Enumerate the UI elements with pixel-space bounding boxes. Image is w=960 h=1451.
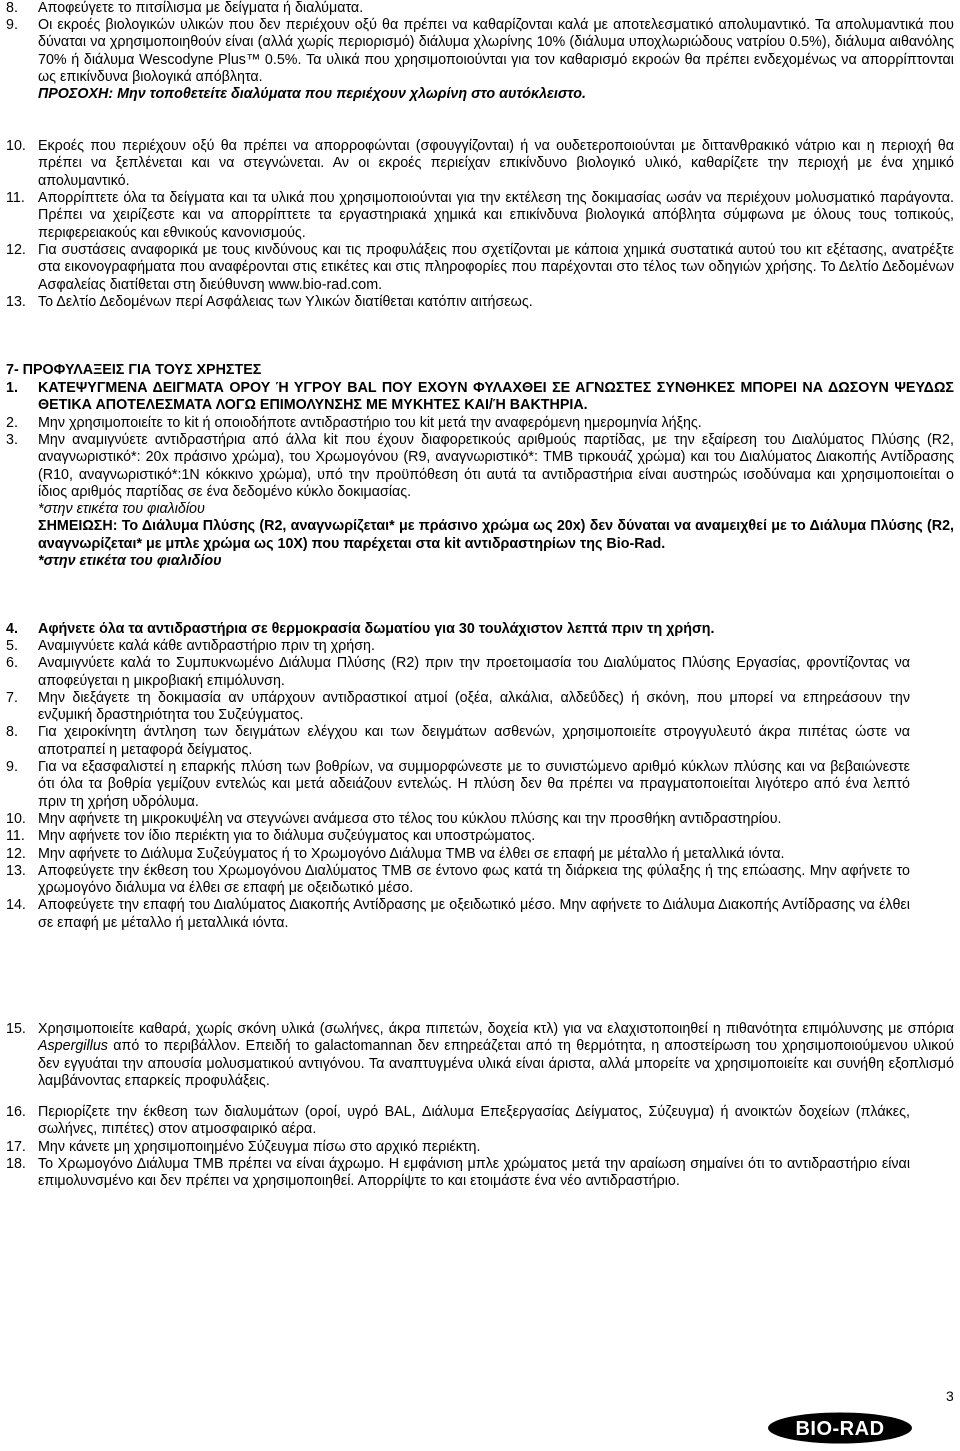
list-number: 3.: [6, 432, 18, 448]
list-text: Αποφεύγετε την επαφή του Διαλύματος Διακοπής Αντίδρασης με οξειδωτικό μέσο. Μην αφήνετε το Διάλυμα Διακοπής Αντίδρασης να έλθει σε επαφή με μέταλλο ή μεταλλικά ιόντα.: [38, 897, 910, 931]
list-number: 13.: [6, 294, 26, 310]
list-item: [0, 1104, 916, 1139]
list-text: Οι εκροές βιολογικών υλικών που δεν περιέχουν οξύ θα πρέπει να καθαρίζονται καλά με αποτελεσματικό απολυμαντικό. Τα απολυμαντικά που δύναται να χρησιμοποιηθούν είναι (αλλά χωρίς περιορισμό) διάλυμα χλωρίνης 10% (διάλυμα υποχλωριώδους νατρίου 0.5%), διάλυμα αιθανόλης 70% ή διάλυμα Wescodyne Plus™ 0.5%. Τα υλικά που χρησιμοποιούνται για τον καθαρισμό εκροών θα πρέπει ενδεχομένως να απορρίπτονται ως επικίνδυνα βιολογικά απόβλητα.: [38, 17, 954, 85]
list-number: 15.: [6, 1021, 26, 1037]
bio-rad-logo: [765, 1411, 915, 1445]
list-number: 2.: [6, 415, 18, 431]
list-item: [0, 1139, 916, 1156]
page-number: 3: [946, 1388, 954, 1404]
list-text: Αποφεύγετε το πιτσίλισμα με δείγματα ή διαλύματα.: [38, 0, 364, 16]
list-number: 12.: [6, 845, 26, 862]
list-text: Αναμιγνύετε καλά το Συμπυκνωμένο Διάλυμα Πλύσης (R2) πριν την προετοιμασία του Διαλύματος Πλύσης Εργασίας, φροντίζοντας να αποφεύγεται η μικροβιακή επιμόλυνση.: [38, 655, 910, 689]
list-number: 7.: [6, 689, 18, 706]
list-text: Μην διεξάγετε τη δοκιμασία αν υπάρχουν αντιδραστικοί ατμοί (οξέα, αλκάλια, αλδεΰδες) ή σκόνη, που μπορεί να επηρεάσουν την ενζυμική δραστηριότητα του Συζεύγματος.: [38, 689, 910, 724]
list-item: [0, 811, 916, 828]
list-item: [0, 621, 960, 638]
list-number: 9.: [6, 17, 18, 33]
list-text: από το περιβάλλον. Επειδή το galactomannan δεν επηρεάζεται από τη θερμότητα, η αποστείρωση του χρησιμοποιούμενου υλικού δεν εγγυάται την απουσία μολυσματικού αντιγόνου. Τα αναπτυγμένα υλικά είναι άριστα, αλλά μπορείτε να χρησιμοποιείτε και συνήθη εξοπλισμό λαμβάνοντας επαρκείς προφυλάξεις.: [38, 1038, 954, 1089]
list-text: Μην αφήνετε τη μικροκυψέλη να στεγνώνει ανάμεσα στο τέλος του κύκλου πλύσης και την προσθήκη αντιδραστηρίου.: [38, 810, 782, 827]
list-number: 11.: [6, 190, 25, 206]
list-item: [0, 759, 916, 811]
list-number: 12.: [6, 242, 26, 258]
list-number: 9.: [6, 759, 18, 776]
list-number: 10.: [6, 810, 26, 827]
section-heading: 7- ΠΡΟΦΥΛΑΞΕΙΣ ΓΙΑ ΤΟΥΣ ΧΡΗΣΤΕΣ: [6, 362, 262, 378]
list-text: Μην χρησιμοποιείτε το kit ή οποιοδήποτε αντιδραστήριο του kit μετά την αναφερόμενη ημερομηνία λήξης.: [38, 415, 702, 431]
list-number: 14.: [6, 897, 26, 914]
list-item: [0, 432, 960, 570]
list-item: [0, 897, 916, 932]
list-text: Αποφεύγετε την έκθεση του Χρωμογόνου Διαλύματος TMB σε έντονο φως κατά τη διάρκεια της φύλαξης ή της επώασης. Μην αφήνετε το χρωμογόνο διάλυμα να έλθει σε επαφή με οξειδωτικό μέσο.: [38, 862, 910, 897]
list-item: [0, 724, 916, 759]
organism-name: Aspergillus: [38, 1038, 108, 1055]
list-item: [0, 828, 916, 845]
list-item: [0, 846, 916, 863]
list-number: 13.: [6, 862, 26, 879]
list-item: [0, 17, 960, 103]
list-item: [0, 294, 960, 311]
list-text: Μην κάνετε μη χρησιμοποιημένο Σύζευγμα πίσω στο αρχικό περιέκτη.: [38, 1138, 481, 1155]
note-text: ΣΗΜΕΙΩΣΗ: Το Διάλυμα Πλύσης (R2, αναγνωρίζεται* με πράσινο χρώμα ως 20x) δεν δύναται να αναμειχθεί με το Διάλυμα Πλύσης (R2, αναγνωρίζεται* με μπλε χρώμα ως 10X) που παρέχεται στα kit αντιδραστηρίων της Bio-Rad.: [38, 518, 954, 552]
list-text: Το Δελτίο Δεδομένων περί Ασφάλειας των Υλικών διατίθεται κατόπιν αιτήσεως.: [38, 294, 533, 310]
list-item: [0, 655, 916, 690]
list-item: [0, 638, 916, 655]
list-item: [0, 1156, 916, 1191]
list-number: 1.: [6, 380, 18, 396]
list-number: 5.: [6, 638, 18, 654]
list-item: [0, 863, 916, 898]
list-number: 10.: [6, 138, 26, 154]
list-item: [0, 190, 960, 242]
precautions-list-end: [0, 1104, 916, 1190]
list-text: Αναμιγνύετε καλά κάθε αντιδραστήριο πριν τη χρήση.: [38, 638, 375, 654]
vial-label-footnote: *στην ετικέτα του φιαλιδίου: [38, 553, 222, 570]
list-text: ΚΑΤΕΨΥΓΜΕΝΑ ΔΕΙΓΜΑΤΑ ΟΡΟΥ Ή ΥΓΡΟΥ BAL ΠΟΥ ΕΧΟΥΝ ΦΥΛΑΧΘΕΙ ΣΕ ΑΓΝΩΣΤΕΣ ΣΥΝΘΗΚΕΣ ΜΠΟΡΕΙ ΝΑ ΔΩΣΟΥΝ ΨΕΥΔΩΣ ΘΕΤΙΚΑ ΑΠΟΤΕΛΕΣΜΑΤΑ ΛΟΓΩ ΕΠΙΜΟΛΥΝΣΗΣ ΜΕ ΜΥΚΗΤΕΣ ΚΑΙ/Ή ΒΑΚΤΗΡΙΑ.: [38, 380, 954, 414]
list-text: Απορρίπτετε όλα τα δείγματα και τα υλικά που χρησιμοποιούνται για την εκτέλεση της δοκιμασίας ωσάν να περιέχουν μολυσματικό παράγοντα. Πρέπει να χειρίζεστε και να απορρίπτετε τα εργαστηριακά χημικά και επικίνδυνα βιολογικά απόβλητα σύμφωνα με όλους τους τοπικούς, περιφερειακούς και εθνικούς κανονισμούς.: [38, 190, 954, 241]
list-text: Μην αναμιγνύετε αντιδραστήρια από άλλα kit που έχουν διαφορετικούς αριθμούς παρτίδας, με την εξαίρεση του Διαλύματος Πλύσης (R2, αναγνωριστικό*: 20x πράσινο χρώμα), του Χρωμογόνου (R9, αναγνωριστικό*: TMB τιρκουάζ χρώμα) και του Διαλύματος Διακοπής Αντίδρασης (R10, αναγνωριστικό*:1N κόκκινο χρώμα), υπό την προϋπόθεση ότι αυτά τα αντιδραστήρια είναι αυστηρώς ισοδύναμα και χρησιμοποιείται ο ίδιος αριθμός παρτίδας σε ένα δεδομένο κύκλο δοκιμασίας.: [38, 432, 954, 500]
list-text: Μην αφήνετε το Διάλυμα Συζεύγματος ή το Χρωμογόνο Διάλυμα TMB να έλθει σε επαφή με μέταλλο ή μεταλλικά ιόντα.: [38, 845, 785, 862]
vial-label-footnote: *στην ετικέτα του φιαλιδίου: [38, 501, 205, 518]
list-number: 16.: [6, 1104, 26, 1120]
list-item: [0, 415, 960, 432]
list-number: 17.: [6, 1138, 26, 1155]
list-number: 11.: [6, 828, 25, 845]
list-item: [0, 0, 960, 17]
list-number: 6.: [6, 655, 18, 672]
list-item: [0, 138, 960, 190]
list-item: [0, 690, 916, 725]
list-text: Μην αφήνετε τον ίδιο περιέκτη για το διάλυμα συζεύγματος και υποστρώματος.: [38, 828, 536, 845]
logo-text: BIO-RAD: [795, 1418, 885, 1440]
list-text: Χρησιμοποιείτε καθαρά, χωρίς σκόνη υλικά (σωλήνες, άκρα πιπετών, δοχεία κτλ) για να ελαχιστοποιηθεί η πιθανότητα επιμόλυνσης με σπόρια: [38, 1021, 954, 1037]
list-text: Αφήνετε όλα τα αντιδραστήρια σε θερμοκρασία δωματίου για 30 τουλάχιστον λεπτά πριν τη χρήση.: [38, 621, 715, 637]
precautions-list: [0, 638, 916, 932]
list-text: Για να εξασφαλιστεί η επαρκής πλύση των βοθρίων, να συμμορφώνεστε με το συνιστώμενο αριθμό κύκλων πλύσης και να βεβαιώνεστε ότι όλα τα βοθρία γεμίζουν εντελώς και μετά αδειάζουν εντελώς. Η πλύση δεν θα πρέπει να πραγματοποιείται λιγότερο από ένα λεπτό πριν τη χρήση υδρόλυμα.: [38, 759, 910, 810]
list-item: [0, 1021, 960, 1090]
list-number: 8.: [6, 0, 18, 16]
list-number: 4.: [6, 621, 18, 637]
list-text: Το Χρωμογόνο Διάλυμα TMB πρέπει να είναι άχρωμο. Η εμφάνιση μπλε χρώματος μετά την αραίωση σημαίνει ότι το αντιδραστήριο είναι επιμολυνσμένο και δεν πρέπει να χρησιμοποιηθεί. Απορρίψτε το και ετοιμάστε ένα νέο αντιδραστήριο.: [38, 1155, 910, 1190]
list-item: [0, 380, 960, 415]
list-text: Εκροές που περιέχουν οξύ θα πρέπει να απορροφώνται (σφουγγίζονται) ή να ουδετεροποιούνται με διττανθρακικό νάτριο και η περιοχή θα πρέπει να ξεπλένεται και να στεγνώνεται. Αν οι εκροές περιείχαν επικίνδυνο βιολογικό υλικό, καθαρίζετε την περιοχή με ένα χημικό απολυμαντικό.: [38, 138, 954, 189]
list-number: 18.: [6, 1155, 26, 1172]
list-text: Περιορίζετε την έκθεση των διαλυμάτων (οροί, υγρό BAL, Διάλυμα Επεξεργασίας Δείγματος, Σύζευγμα) ή ανοικτών δοχείων (πλάκες, σωλήνες, πιπέτες) στον ατμοσφαιρικό αέρα.: [38, 1104, 910, 1138]
list-text: Για χειροκίνητη άντληση των δειγμάτων ελέγχου και των δειγμάτων ασθενών, χρησιμοποιείτε στρογγυλευτό άκρα πιπέτας ώστε να αποτραπεί η μεταφορά δείγματος.: [38, 724, 910, 758]
list-item: [0, 242, 960, 294]
list-text: Για συστάσεις αναφορικά με τους κινδύνους και τις προφυλάξεις που σχετίζονται με κάποια χημικά συστατικά αυτού του κιτ εξέτασης, ανατρέξτε στα εικονογραφήματα που αναφέρονται στις ετικέτες και στις πληροφορίες που παρέχονται στο τέλος των οδηγιών χρήσης. Το Δελτίο Δεδομένων Ασφαλείας διατίθεται στη διεύθυνση www.bio-rad.com.: [38, 242, 954, 293]
warning-text: ΠΡΟΣΟΧΗ: Μην τοποθετείτε διαλύματα που περιέχουν χλωρίνη στο αυτόκλειστο.: [38, 86, 586, 103]
list-number: 8.: [6, 724, 18, 741]
